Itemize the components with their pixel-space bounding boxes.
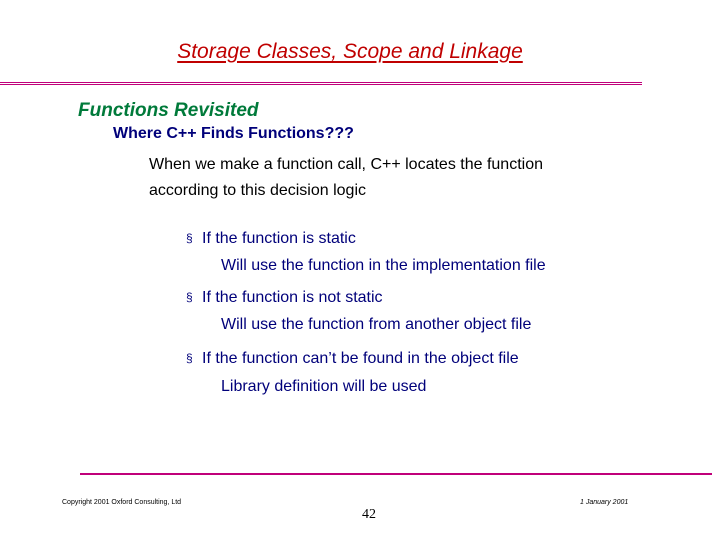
bullet-text: If the function is not static [202, 289, 383, 306]
bullet-item-not-found [186, 350, 519, 368]
title-divider [0, 82, 642, 85]
subsection-heading: Where C++ Finds Functions??? [113, 125, 354, 142]
bullet-item-not-static [186, 289, 383, 307]
footer-divider [80, 473, 712, 475]
footer-copyright: Copyright 2001 Oxford Consulting, Ltd [62, 499, 182, 506]
page-number: 42 [362, 507, 376, 522]
bullet-detail: Will use the function from another object file [221, 316, 532, 333]
body-line-1: When we make a function call, C++ locates the function [149, 156, 543, 173]
bullet-icon: § [186, 351, 193, 365]
footer-date: 1 January 2001 [580, 499, 629, 506]
bullet-text: If the function can’t be found in the object file [202, 350, 519, 367]
bullet-detail: Library definition will be used [221, 378, 427, 395]
bullet-icon: § [186, 290, 193, 304]
body-paragraph [149, 152, 543, 204]
bullet-item-static [186, 230, 356, 248]
section-heading: Functions Revisited [78, 100, 259, 121]
bullet-icon: § [186, 231, 193, 245]
bullet-text: If the function is static [202, 230, 356, 247]
slide-title: Storage Classes, Scope and Linkage [177, 40, 523, 63]
bullet-detail: Will use the function in the implementation file [221, 257, 546, 274]
body-line-2: according to this decision logic [149, 182, 367, 199]
